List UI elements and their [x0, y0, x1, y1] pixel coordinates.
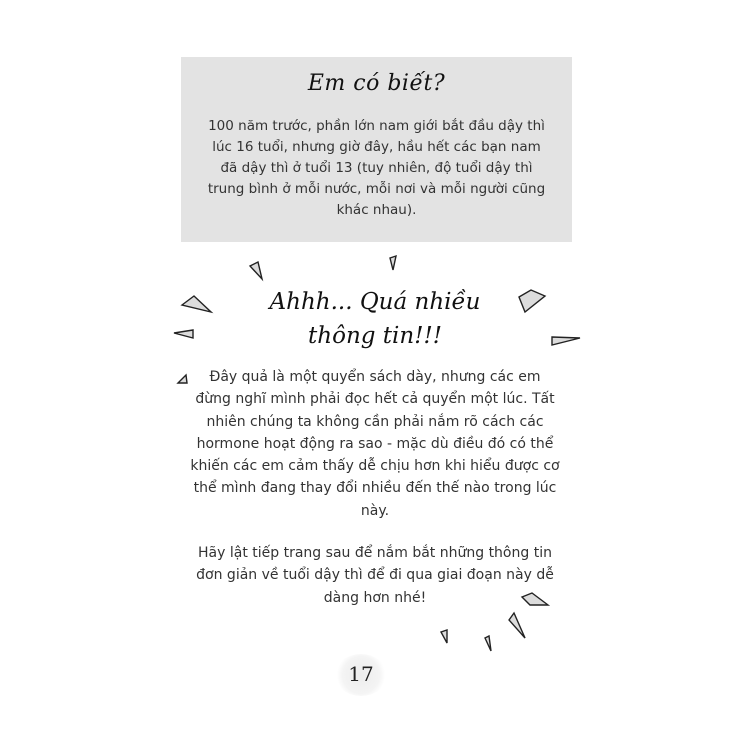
heading-line-2: thông tin!!! [308, 323, 442, 349]
shard-decoration [390, 256, 396, 270]
shard-decoration [552, 337, 580, 345]
shard-decoration [250, 262, 262, 279]
shard-decoration [441, 630, 447, 643]
did-you-know-text: 100 năm trước, phần lớn nam giới bắt đầu dậy thì lúc 16 tuổi, nhưng giờ đây, hầu hết các bạn nam đã dậy thì ở tuổi 13 (tuy nhiên, độ tuổi dậy thì trung bình ở mỗi nước, mỗi nơi và mỗi người cũng khác nhau). [207, 118, 546, 218]
section-heading [200, 285, 550, 353]
page-number-badge [335, 654, 387, 696]
shard-decoration [509, 613, 525, 638]
shard-decoration [174, 330, 193, 338]
body-paragraph-2: Hãy lật tiếp trang sau để nắm bắt những thông tin đơn giản về tuổi dậy thì để đi qua giai đoạn này dễ dàng hơn nhé! [196, 545, 554, 606]
shard-decoration [178, 375, 187, 383]
shard-decoration [485, 636, 491, 651]
heading-line-1: Ahhh... Quá nhiều [269, 289, 481, 315]
did-you-know-title: Em có biết? [307, 71, 446, 96]
body-paragraph-1: Đây quả là một quyển sách dày, nhưng các em đừng nghĩ mình phải đọc hết cả quyển một lúc. Tất nhiên chúng ta không cần phải nắm rõ cách các hormone hoạt động ra sao - mặc dù điều đó có thể khiến các em cảm thấy dễ chịu hơn khi hiểu được cơ thể mình đang thay đổi nhiều đến thế nào trong lúc này. [190, 369, 560, 519]
page-number: 17 [348, 662, 374, 686]
